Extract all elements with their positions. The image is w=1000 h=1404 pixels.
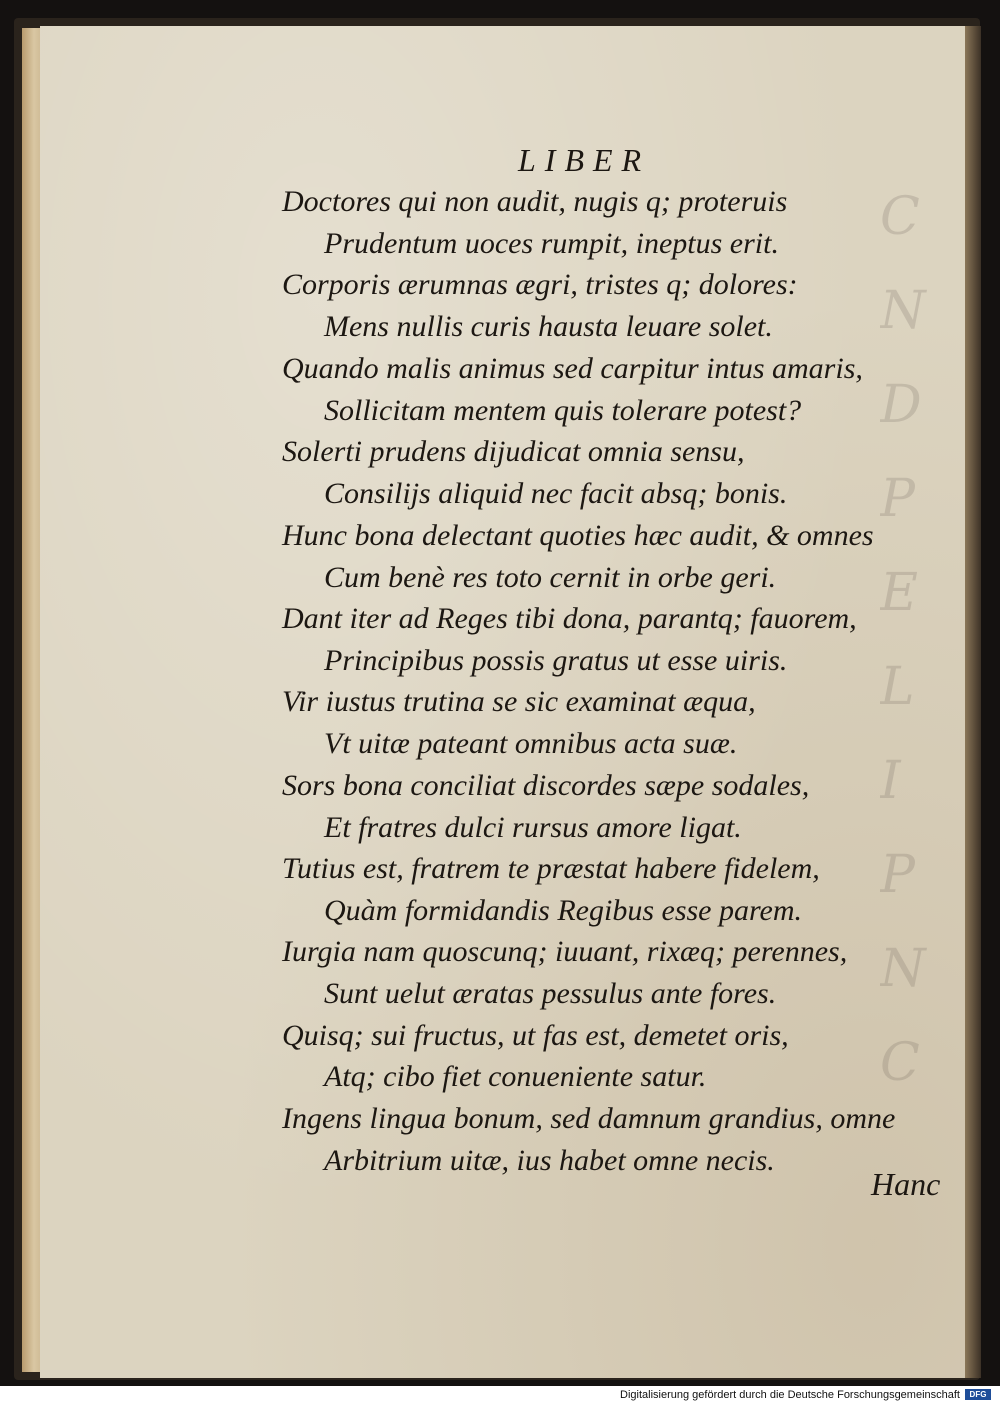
verse-line: Hunc bona delectant quoties hæc audit, & omnes bbox=[282, 519, 874, 552]
verse-line: Doctores qui non audit, nugis q; proteruis bbox=[282, 185, 788, 218]
page-gutter bbox=[965, 26, 981, 1378]
verse-line: Sollicitam mentem quis tolerare potest? bbox=[324, 394, 802, 427]
dfg-logo: DFG bbox=[965, 1389, 991, 1400]
verse-line: Et fratres dulci rursus amore ligat. bbox=[324, 811, 742, 844]
verse-line: Vir iustus trutina se sic examinat æqua, bbox=[282, 685, 756, 718]
verse-line: Principibus possis gratus ut esse uiris. bbox=[324, 644, 788, 677]
verse-line: Atq; cibo fiet conueniente satur. bbox=[324, 1060, 707, 1093]
page-stack-edge bbox=[22, 28, 42, 1372]
verse-line: Quando malis animus sed carpitur intus amaris, bbox=[282, 352, 863, 385]
catchword: Hanc bbox=[871, 1166, 941, 1202]
verse-line: Dant iter ad Reges tibi dona, parantq; fauorem, bbox=[282, 602, 857, 635]
verse-line: Solerti prudens dijudicat omnia sensu, bbox=[282, 435, 745, 468]
verse-line: Quàm formidandis Regibus esse parem. bbox=[324, 894, 803, 927]
verse-line: Iurgia nam quoscunq; iuuant, rixæq; perennes, bbox=[282, 935, 848, 968]
verse-line: Quisq; sui fructus, ut fas est, demetet oris, bbox=[282, 1019, 789, 1052]
verse-line: Mens nullis curis hausta leuare solet. bbox=[324, 310, 773, 343]
verse-line: Consilijs aliquid nec facit absq; bonis. bbox=[324, 477, 788, 510]
verse-line: Sors bona conciliat discordes sæpe sodales, bbox=[282, 769, 810, 802]
verse-line: Sunt uelut æratas pessulus ante fores. bbox=[324, 977, 777, 1010]
running-head: LIBER bbox=[518, 142, 651, 178]
footer-credit: Digitalisierung gefördert durch die Deutsche Forschungsgemeinschaft bbox=[620, 1389, 960, 1401]
verse-line: Vt uitæ pateant omnibus acta suæ. bbox=[324, 727, 738, 760]
show-through-text: C N D P E L I P N C bbox=[880, 187, 926, 1093]
verse-line: Arbitrium uitæ, ius habet omne necis. bbox=[324, 1144, 775, 1177]
verse-line: Prudentum uoces rumpit, ineptus erit. bbox=[324, 227, 779, 260]
verse-line: Tutius est, fratrem te præstat habere fidelem, bbox=[282, 852, 820, 885]
verse-line: Cum benè res toto cernit in orbe geri. bbox=[324, 561, 777, 594]
verse-line: Ingens lingua bonum, sed damnum grandius, omne bbox=[282, 1102, 896, 1135]
verse-line: Corporis ærumnas ægri, tristes q; dolores: bbox=[282, 268, 798, 301]
